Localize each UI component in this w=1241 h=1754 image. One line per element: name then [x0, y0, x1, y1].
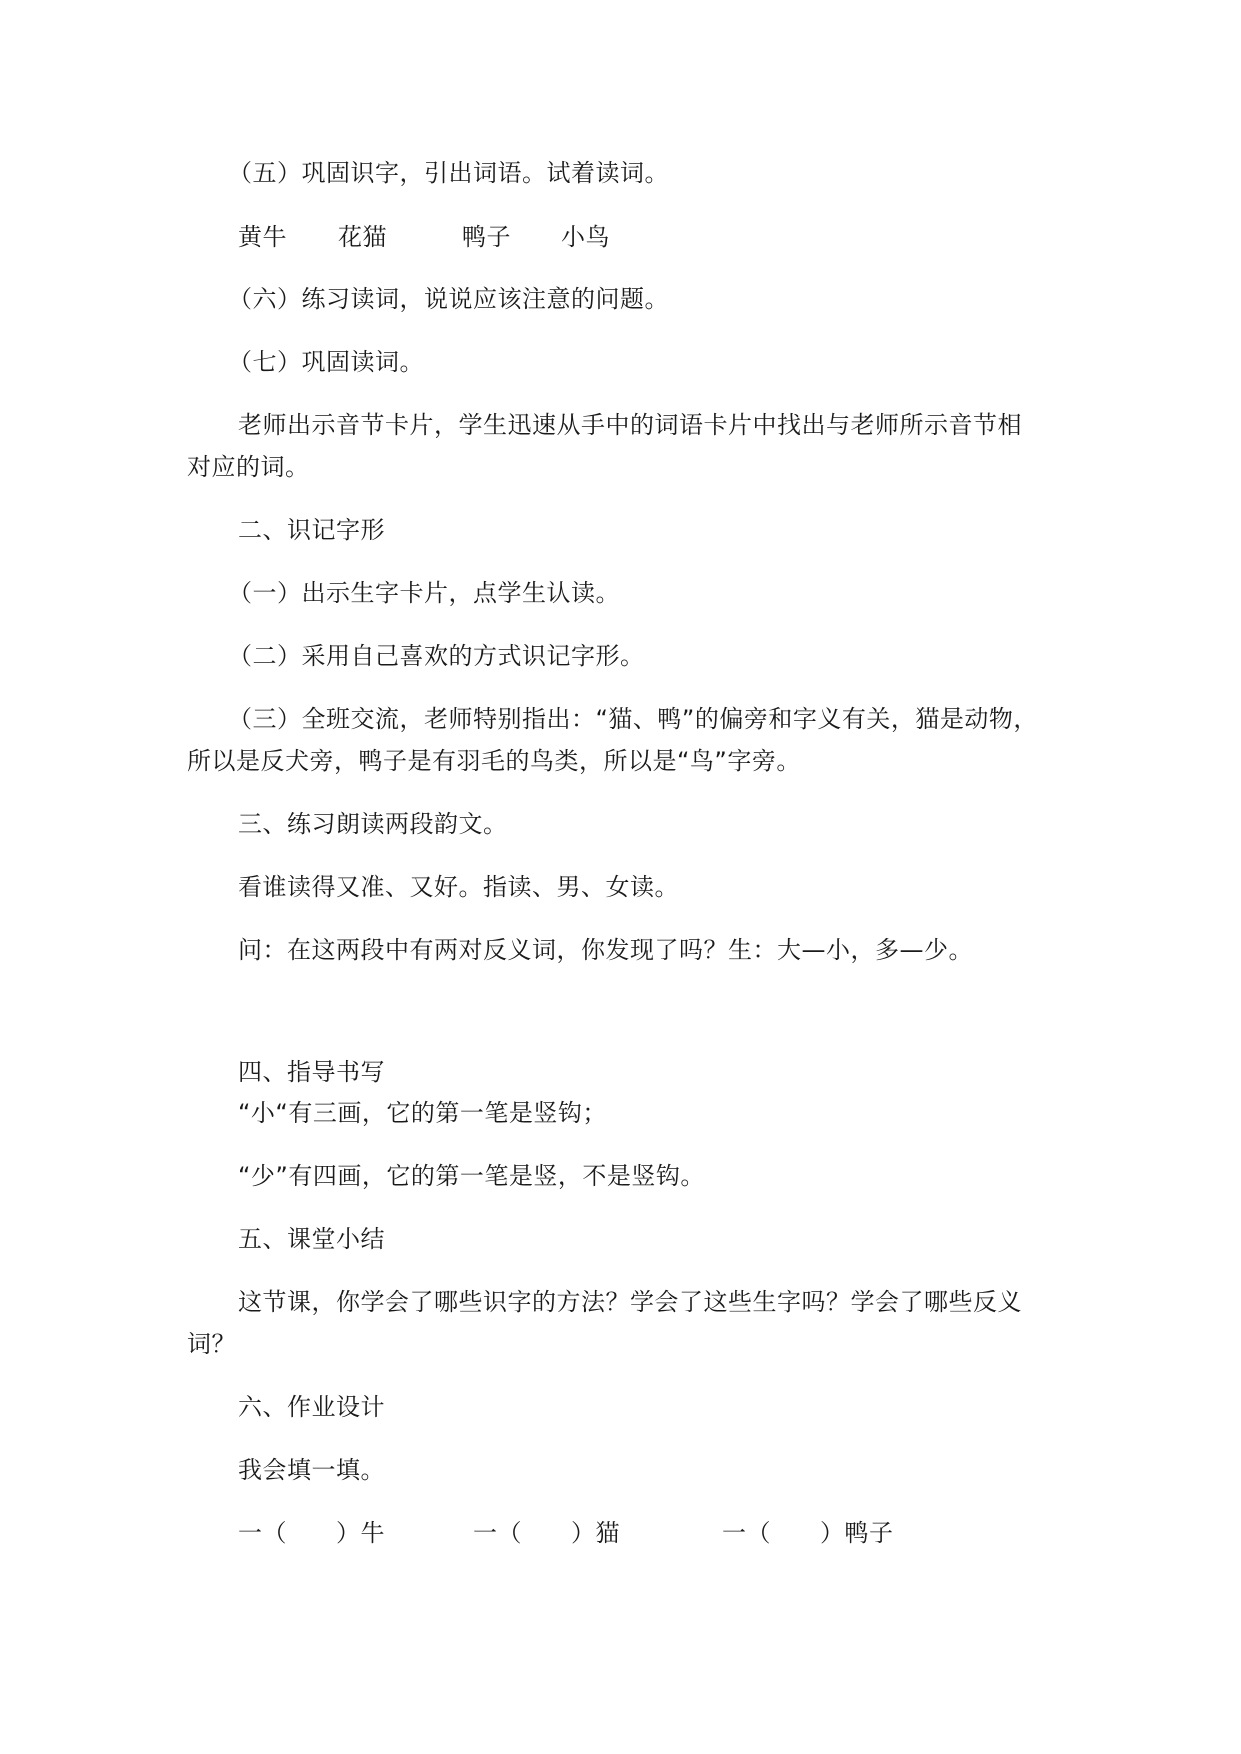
paragraph-shao-strokes: “少”有四画，它的第一笔是竖，不是竖钩。: [238, 1162, 705, 1190]
word-huamao: 花猫: [338, 223, 387, 251]
heading-class-summary: 五、课堂小结: [238, 1225, 385, 1253]
word-yazi: 鸭子: [462, 223, 511, 251]
paragraph-reading: 看谁读得又准、又好。指读、男、女读。: [238, 873, 679, 901]
fill-item-yazi: 一（ ）鸭子: [722, 1519, 894, 1547]
fill-in-row: [0, 1518, 1241, 1548]
paragraph-summary: 这节课，你学会了哪些识字的方法？学会了这些生字吗？学会了哪些反义: [238, 1288, 1022, 1316]
paragraph-section-7: （七）巩固读词。: [228, 348, 424, 376]
word-huangniu: 黄牛: [238, 223, 287, 251]
paragraph-card-activity-cont: 对应的词。: [187, 453, 310, 481]
paragraph-fill-intro: 我会填一填。: [238, 1456, 385, 1484]
paragraph-sub-2: （二）采用自己喜欢的方式识记字形。: [228, 642, 645, 670]
paragraph-section-6: （六）练习读词，说说应该注意的问题。: [228, 285, 669, 313]
word-xiaoniao: 小鸟: [561, 223, 610, 251]
paragraph-sub-1: （一）出示生字卡片，点学生认读。: [228, 579, 620, 607]
heading-writing-guidance: 四、指导书写: [238, 1058, 385, 1086]
paragraph-xiao-strokes: “小“有三画，它的第一笔是竖钩；: [238, 1099, 607, 1127]
paragraph-sub-3: （三）全班交流，老师特别指出：“猫、鸭”的偏旁和字义有关，猫是动物，: [228, 705, 1038, 733]
paragraph-section-5: （五）巩固识字，引出词语。试着读词。: [228, 159, 669, 187]
word-list: [0, 222, 1241, 252]
paragraph-antonyms: 问：在这两段中有两对反义词，你发现了吗？生：大—小，多—少。: [238, 936, 973, 964]
paragraph-summary-cont: 词？: [187, 1330, 236, 1358]
heading-recognize-shapes: 二、识记字形: [238, 516, 385, 544]
fill-item-mao: 一（ ）猫: [473, 1519, 620, 1547]
heading-homework: 六、作业设计: [238, 1393, 385, 1421]
paragraph-card-activity: 老师出示音节卡片，学生迅速从手中的词语卡片中找出与老师所示音节相: [238, 411, 1022, 439]
heading-reading-practice: 三、练习朗读两段韵文。: [238, 810, 508, 838]
fill-item-niu: 一（ ）牛: [238, 1519, 385, 1547]
paragraph-sub-3-cont: 所以是反犬旁，鸭子是有羽毛的鸟类，所以是“鸟”字旁。: [187, 747, 801, 775]
